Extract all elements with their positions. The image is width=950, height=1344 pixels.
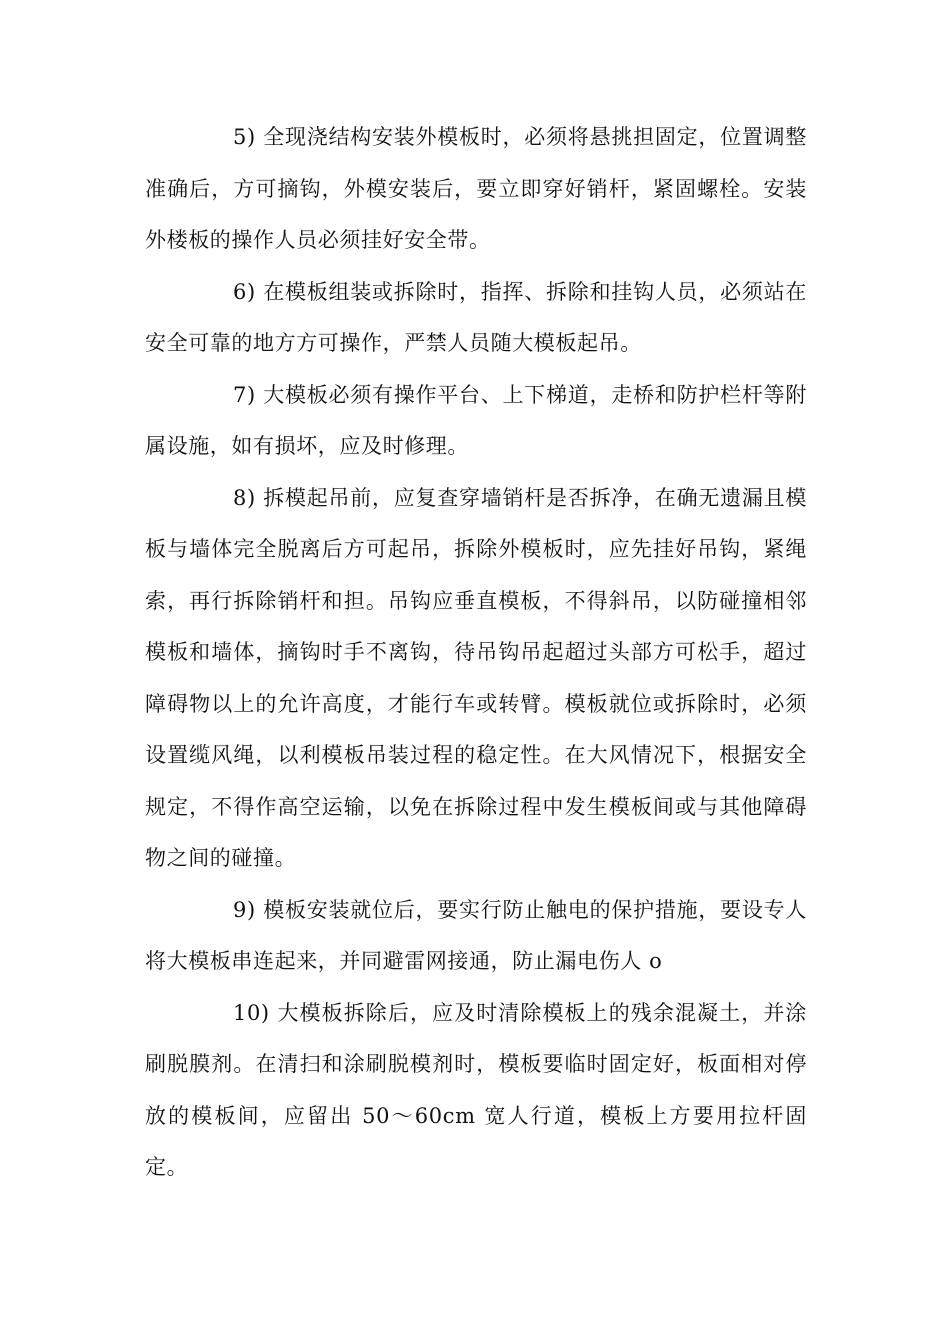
document-body — [145, 112, 807, 1194]
paragraph-item-9: 9) 模板安装就位后，要实行防止触电的保护措施，要设专人将大模板串连起来，并同避雷网接通，防止漏电伤人 o — [145, 897, 807, 973]
paragraph-item-6: 6) 在模板组装或拆除时，指挥、拆除和挂钩人员，必须站在安全可靠的地方方可操作，严禁人员随大模板起吊。 — [145, 279, 807, 355]
paragraph-item-5: 5) 全现浇结构安装外模板时，必须将悬挑担固定，位置调整准确后，方可摘钩，外模安装后，要立即穿好销杆，紧固螺栓。安装外楼板的操作人员必须挂好安全带。 — [145, 125, 807, 252]
paragraph-item-8: 8) 拆模起吊前，应复查穿墙销杆是否拆净，在确无遗漏且模板与墙体完全脱离后方可起吊，拆除外模板时，应先挂好吊钩，紧绳索，再行拆除销杆和担。吊钩应垂直模板，不得斜吊，以防碰撞相邻模板和墙体，摘钩时手不离钩，待吊钩吊起超过头部方可松手，超过障碍物以上的允许高度，才能行车或转臂。模板就位或拆除时，必须设置缆风绳，以利模板吊装过程的稳定性。在大风情况下，根据安全规定，不得作高空运输，以免在拆除过程中发生模板间或与其他障碍物之间的碰撞。 — [145, 485, 807, 870]
paragraph-item-10: 10) 大模板拆除后，应及时清除模板上的残余混凝土，并涂刷脱膜剂。在清扫和涂刷脱模剂时，模板要临时固定好，板面相对停放的模板间，应留出 50～60cm 宽人行道，模板上方要用拉杆固定。 — [145, 1000, 807, 1179]
paragraph-item-7: 7) 大模板必须有操作平台、上下梯道，走桥和防护栏杆等附属设施，如有损坏，应及时修理。 — [145, 382, 807, 458]
